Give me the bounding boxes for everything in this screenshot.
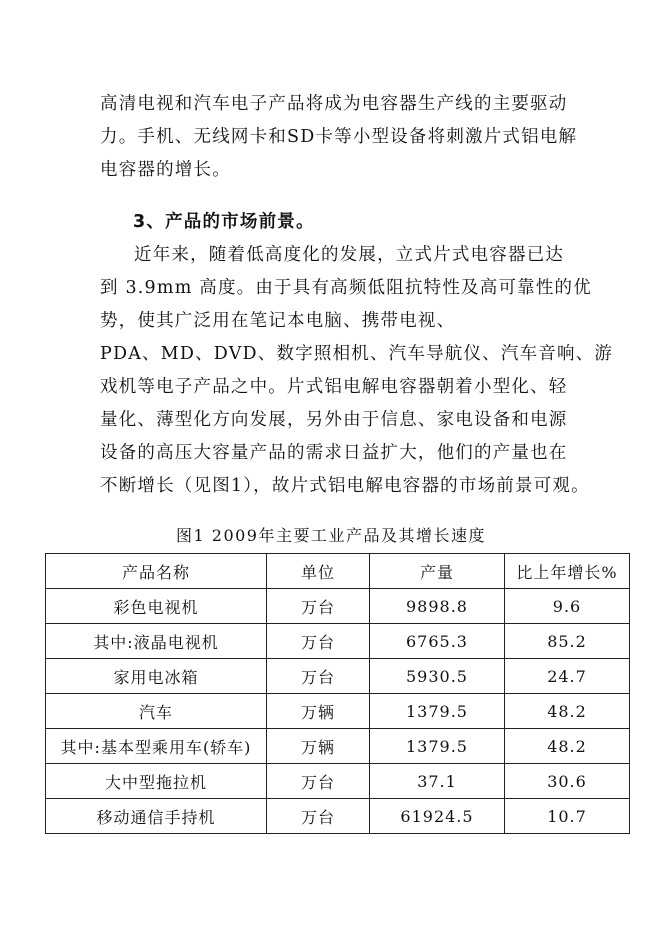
text-line: 量化、薄型化方向发展，另外由于信息、家电设备和电源 [100, 410, 568, 430]
cell-unit: 万台 [267, 799, 370, 834]
cell-growth: 24.7 [505, 659, 630, 694]
text-line: 到 3.9mm 高度。由于具有高频低阻抗特性及高可靠性的优 [100, 278, 592, 298]
cell-product: 其中:液晶电视机 [46, 624, 267, 659]
paragraph-market-outlook [100, 239, 614, 503]
cell-unit: 万台 [267, 764, 370, 799]
cell-output: 61924.5 [370, 799, 505, 834]
cell-output: 37.1 [370, 764, 505, 799]
cell-growth: 30.6 [505, 764, 630, 799]
table-header-row [46, 554, 630, 589]
cell-product: 家用电冰箱 [46, 659, 267, 694]
text-line: 戏机等电子产品之中。片式铝电解电容器朝着小型化、轻 [100, 377, 568, 397]
table-row [46, 799, 630, 834]
text-line: PDA、MD、DVD、数字照相机、汽车导航仪、汽车音响、游 [100, 344, 614, 364]
table-caption: 图1 2009年主要工业产品及其增长速度 [176, 526, 486, 545]
cell-growth: 85.2 [505, 624, 630, 659]
cell-product: 大中型拖拉机 [46, 764, 267, 799]
cell-growth: 48.2 [505, 729, 630, 764]
cell-unit: 万辆 [267, 729, 370, 764]
cell-output: 5930.5 [370, 659, 505, 694]
text-line: 力。手机、无线网卡和SD卡等小型设备将刺激片式铝电解 [100, 127, 578, 147]
text-line: 近年来，随着低高度化的发展，立式片式电容器已达 [134, 245, 565, 265]
text-line: 不断增长（见图1），故片式铝电解电容器的市场前景可观。 [100, 476, 590, 496]
header-product-name: 产品名称 [46, 554, 267, 589]
production-table [45, 553, 630, 834]
cell-unit: 万辆 [267, 694, 370, 729]
cell-output: 9898.8 [370, 589, 505, 624]
table-row [46, 659, 630, 694]
cell-growth: 10.7 [505, 799, 630, 834]
cell-output: 1379.5 [370, 729, 505, 764]
table-row [46, 764, 630, 799]
text-line: 设备的高压大容量产品的需求日益扩大，他们的产量也在 [100, 443, 568, 463]
header-unit: 单位 [267, 554, 370, 589]
cell-output: 6765.3 [370, 624, 505, 659]
cell-product: 彩色电视机 [46, 589, 267, 624]
header-growth: 比上年增长% [505, 554, 630, 589]
table-row [46, 589, 630, 624]
cell-unit: 万台 [267, 589, 370, 624]
table-row [46, 624, 630, 659]
cell-product: 汽车 [46, 694, 267, 729]
text-line: 电容器的增长。 [100, 160, 231, 180]
cell-unit: 万台 [267, 624, 370, 659]
text-line: 高清电视和汽车电子产品将成为电容器生产线的主要驱动 [100, 94, 568, 114]
cell-unit: 万台 [267, 659, 370, 694]
cell-growth: 9.6 [505, 589, 630, 624]
section-heading: 3、产品的市场前景。 [133, 212, 315, 232]
header-output: 产量 [370, 554, 505, 589]
paragraph-capacitor-drivers [100, 88, 578, 187]
cell-product: 其中:基本型乘用车(轿车) [46, 729, 267, 764]
cell-output: 1379.5 [370, 694, 505, 729]
cell-product: 移动通信手持机 [46, 799, 267, 834]
table-row [46, 729, 630, 764]
table-row [46, 694, 630, 729]
cell-growth: 48.2 [505, 694, 630, 729]
text-line: 势，使其广泛用在笔记本电脑、携带电视、 [100, 311, 456, 331]
